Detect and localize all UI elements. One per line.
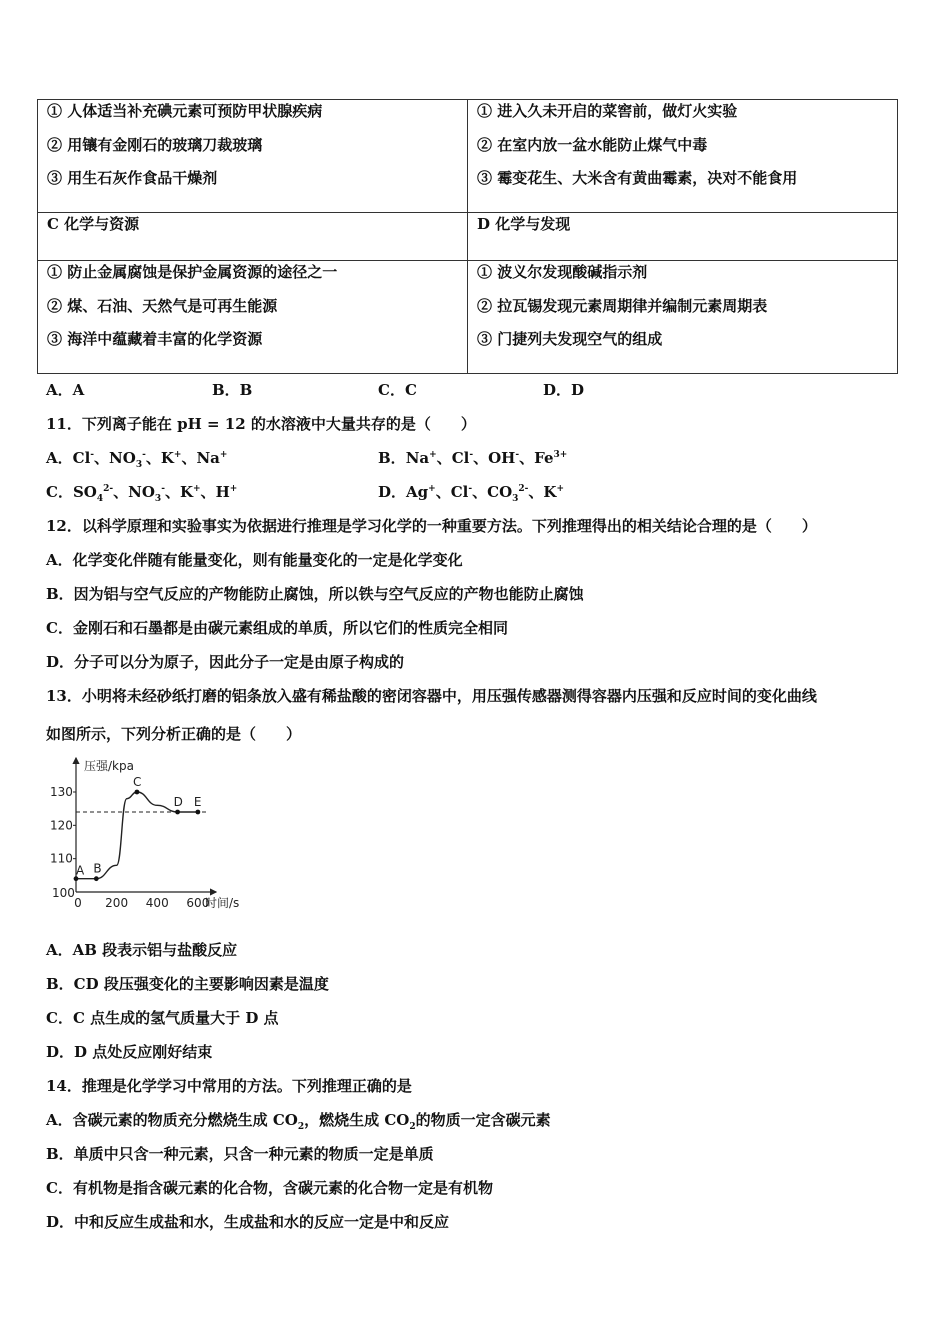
x-axis-label: 时间/s (205, 896, 240, 910)
data-point-label: A (76, 863, 85, 878)
q11-option-c[interactable] (46, 482, 237, 502)
ion-charge: - (468, 484, 473, 494)
table-line: ① 波义尔发现酸碱指示剂 (477, 263, 648, 281)
ion-charge: - (515, 450, 520, 460)
table-line: ② 用镶有金刚石的玻璃刀裁玻璃 (47, 135, 263, 154)
ion-subscript: 3 (154, 494, 162, 504)
separator: 、 (164, 483, 180, 501)
option-label: D． (378, 483, 407, 501)
option-label: B． (378, 449, 406, 467)
q12-stem: 12．以科学原理和实验事实为依据进行推理是学习化学的一种重要方法。下列推理得出的相关结论合理的是（ ） (46, 517, 817, 535)
ion: Cl (451, 449, 470, 467)
ion-charge: + (556, 484, 565, 494)
y-origin-label: 100 (52, 886, 75, 900)
q11-option-d[interactable] (378, 482, 564, 502)
cell-row1-right (468, 100, 898, 213)
ion: H (215, 483, 230, 501)
q13-option-d[interactable]: D．D 点处反应刚好结束 (46, 1043, 213, 1061)
ion: Cl (72, 449, 91, 467)
table-line: ② 在室内放一盆水能防止煤气中毒 (477, 135, 708, 154)
q14-option-a[interactable] (46, 1110, 551, 1130)
q10-option-c[interactable]: C．C (378, 381, 417, 399)
option-label: C． (46, 483, 73, 501)
option-a-part3: 的物质一定含碳元素 (415, 1111, 551, 1129)
separator: 、 (528, 483, 544, 501)
q14-option-c[interactable]: C．有机物是指含碳元素的化合物，含碳元素的化合物一定是有机物 (46, 1179, 493, 1197)
q13-option-b[interactable]: B．CD 段压强变化的主要影响因素是温度 (46, 975, 329, 993)
separator: 、 (94, 449, 110, 467)
q14-option-d[interactable]: D．中和反应生成盐和水，生成盐和水的反应一定是中和反应 (46, 1213, 450, 1231)
y-tick-label: 120 (50, 818, 73, 833)
q14-stem: 14．推理是化学学习中常用的方法。下列推理正确的是 (46, 1077, 412, 1095)
cell-row3-right (468, 261, 898, 374)
ion: NO (128, 483, 155, 501)
x-tick-label: 200 (105, 896, 129, 910)
data-point-b (94, 876, 99, 881)
ion-subscript: 4 (96, 494, 104, 504)
ion-charge: 2- (103, 484, 114, 494)
q11-option-a[interactable] (46, 448, 227, 468)
ion-charge: - (161, 484, 165, 494)
ion: Ag (406, 483, 429, 501)
separator: 、 (436, 449, 452, 467)
separator: 、 (181, 449, 197, 467)
ion-charge: + (173, 450, 182, 460)
q10-option-d[interactable]: D．D (543, 381, 585, 399)
data-point-label: D (173, 795, 183, 809)
x-tick-label: 600 (186, 896, 210, 910)
ion: NO (109, 449, 136, 467)
ion: CO (487, 483, 513, 501)
table-line: ③ 海洋中蕴藏着丰富的化学资源 (47, 330, 263, 348)
table-line: ① 人体适当补充碘元素可预防甲状腺疾病 (47, 102, 323, 120)
data-point-c (135, 790, 140, 795)
data-point-label: B (93, 861, 102, 876)
ion: Na (196, 449, 220, 467)
option-a-part1: A．含碳元素的物质充分燃烧生成 CO (46, 1111, 298, 1129)
ion: Na (405, 449, 430, 467)
q13-stem-line1: 13．小明将未经砂纸打磨的铝条放入盛有稀盐酸的密闭容器中，用压强传感器测得容器内压强和反应时间的变化曲线 (46, 687, 817, 705)
q13-option-c[interactable]: C．C 点生成的氢气质量大于 D 点 (46, 1009, 279, 1027)
header-c: C 化学与资源 (38, 213, 468, 261)
q14-option-b[interactable]: B．单质中只含一种元素，只含一种元素的物质一定是单质 (46, 1145, 434, 1163)
separator: 、 (200, 483, 216, 501)
q11-stem: 11．下列离子能在 pH = 12 的水溶液中大量共存的是（ ） (46, 415, 476, 433)
ion: OH (488, 449, 516, 467)
q12-option-d[interactable]: D．分子可以分为原子，因此分子一定是由原子构成的 (46, 653, 405, 671)
co2-subscript: 2 (409, 1122, 416, 1132)
ion-charge: + (428, 484, 436, 494)
x-tick-label: 0 (74, 896, 82, 910)
knowledge-table (37, 99, 898, 374)
q11-option-b[interactable] (378, 448, 567, 468)
separator: 、 (472, 483, 488, 501)
pressure-time-chart (46, 752, 256, 914)
separator: 、 (473, 449, 489, 467)
ion-charge: 2- (518, 484, 529, 494)
separator: 、 (435, 483, 451, 501)
table-line: ① 进入久未开启的菜窖前，做灯火实验 (477, 102, 738, 120)
y-tick-label: 110 (50, 851, 73, 866)
ion-charge: + (219, 450, 228, 460)
header-d: D 化学与发现 (468, 213, 898, 261)
q13-stem-line2: 如图所示，下列分析正确的是（ ） (46, 725, 302, 743)
data-point-label: E (193, 795, 202, 809)
table-line: ③ 霉变花生、大米含有黄曲霉素，决对不能食用 (477, 169, 798, 187)
y-axis-label: 压强/kpa (84, 759, 134, 773)
ion: K (179, 483, 193, 501)
separator: 、 (519, 449, 535, 467)
separator: 、 (145, 449, 161, 467)
ion-charge: - (469, 450, 474, 460)
table-line: ① 防止金属腐蚀是保护金属资源的途径之一 (47, 263, 338, 281)
ion-subscript: 3 (135, 460, 143, 470)
ion-charge: + (229, 484, 238, 494)
ion-charge: + (193, 484, 201, 494)
cell-row1-left (38, 100, 468, 213)
data-point-d (175, 810, 180, 815)
data-point-e (195, 810, 200, 815)
table-line: ② 拉瓦锡发现元素周期律并编制元素周期表 (477, 296, 768, 315)
ion-subscript: 3 (512, 494, 519, 504)
cell-row3-left (38, 261, 468, 374)
q13-option-a[interactable]: A．AB 段表示铝与盐酸反应 (46, 941, 238, 959)
ion-charge: 3+ (553, 450, 568, 460)
q10-option-b[interactable]: B．B (212, 381, 253, 399)
option-a-part2: ，燃烧生成 CO (304, 1111, 410, 1129)
table-line: ③ 用生石灰作食品干燥剂 (47, 169, 218, 187)
table-line: ③ 门捷列夫发现空气的组成 (477, 330, 663, 348)
q12-option-b[interactable]: B．因为铝与空气反应的产物能防止腐蚀，所以铁与空气反应的产物也能防止腐蚀 (46, 585, 584, 603)
separator: 、 (113, 483, 129, 501)
q12-option-c[interactable]: C．金刚石和石墨都是由碳元素组成的单质，所以它们的性质完全相同 (46, 619, 508, 637)
ion: Fe (534, 449, 554, 467)
ion: K (160, 449, 174, 467)
table-line: ② 煤、石油、天然气是可再生能源 (47, 296, 278, 315)
co2-subscript: 2 (297, 1122, 305, 1132)
q12-option-a[interactable]: A．化学变化伴随有能量变化，则有能量变化的一定是化学变化 (46, 551, 463, 569)
ion-charge: + (429, 450, 437, 460)
option-label: A． (46, 449, 73, 467)
ion-charge: - (142, 450, 146, 460)
ion: K (543, 483, 557, 501)
x-tick-label: 400 (145, 896, 169, 910)
y-tick-label: 130 (50, 785, 73, 799)
ion: SO (72, 483, 97, 501)
ion: Cl (450, 483, 469, 501)
data-point-label: C (132, 775, 142, 789)
ion-charge: - (90, 450, 95, 460)
q10-option-a[interactable]: A．A (46, 381, 85, 399)
